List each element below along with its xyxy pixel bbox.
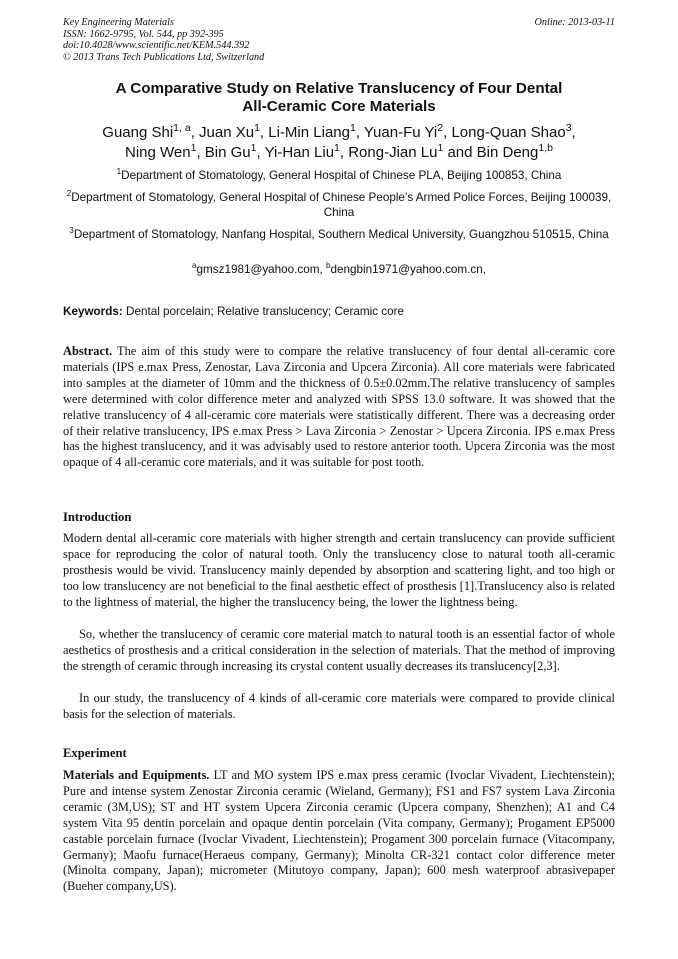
author-affiliation-mark: 1,b <box>538 142 553 154</box>
online-date: Online: 2013-03-11 <box>534 17 615 28</box>
abstract <box>63 344 615 471</box>
keywords-text: Dental porcelain; Relative translucency; Ceramic core <box>122 305 405 318</box>
affiliation-text: Department of Stomatology, General Hospital of Chinese People’s Armed Police Forces, Beijing 100039, China <box>71 191 612 219</box>
author-name: Guang Shi <box>102 124 174 141</box>
author-affiliation-mark: 1 <box>254 122 260 134</box>
introduction-paragraph-1: Modern dental all-ceramic core materials with higher strength and certain translucency can provide sufficient space for reproducing the color of natural tooth. Only the translucency close to natural tooth all-ceramic prosthesis would be vivid. Translucency mainly depended by absorption and scattering light, and too high or too low translucency are not beneficial to the final aesthetic effect of prosthesis [1].Translucency also is related to the lightness of material, the higher the translucency being, the lower the lightness being. <box>63 531 615 609</box>
paper-title <box>63 80 615 116</box>
author-affiliation-mark: 1 <box>190 142 197 154</box>
author-name: , Yuan-Fu Yi <box>355 124 438 141</box>
keywords <box>63 304 615 319</box>
author-name: , Bin Gu <box>196 144 251 161</box>
author-name: , Juan Xu <box>190 124 255 141</box>
affiliation-3 <box>63 227 615 242</box>
journal-name: Key Engineering Materials <box>63 17 174 28</box>
title-line-1: A Comparative Study on Relative Translucency of Four Dental <box>115 80 563 97</box>
introduction-paragraph-2: So, whether the translucency of ceramic core material match to natural tooth is an essential factor of whole aesthetics of prosthesis and a critical consideration in the selection of materials. That the method of improving the strength of ceramic through increasing its crystal content usually decreases its translucency[2,3]. <box>63 627 615 673</box>
materials-label: Materials and Equipments. <box>63 768 210 782</box>
author-name: Ning Wen <box>125 144 191 161</box>
author-line-2 <box>63 143 615 163</box>
author-affiliation-mark: 1, a <box>173 122 191 134</box>
materials-text: LT and MO system IPS e.max press ceramic (Ivoclar Vivadent, Liechtenstein); Pure and intense system Zenostar Zirconia ceramic (Wieland, Germany); FS1 and FS7 system Lava Zirconia ceramic (3M,US); ST and HT system Upcera Zirconia ceramic (Upcera company, Shenzhen); A1 and C4 system Vita 95 dentin porcelain and opaque dentin porcelain (Vita company, Germany); Progament EP5000 castable porcelain furnace (Ivoclar Vivadent, Liechtenstein); Progament 300 porcelain furnace (Vitacompany, Germany); Maofu furnace(Heraeus company, Germany); Minolta CR-321 contact color difference meter (Minolta company, Japan); micrometer (Mitutoyo company, Japan); 600 mesh waterproof abrasivepaper (Bueher company,US). <box>63 768 615 894</box>
email-mark: b <box>325 261 331 271</box>
affiliation-text: Department of Stomatology, Nanfang Hospital, Southern Medical University, Guangzhou 510515, China <box>73 228 609 241</box>
author-name: , Yi-Han Liu <box>256 144 335 161</box>
author-affiliation-mark: 1 <box>334 142 340 154</box>
affiliation-2 <box>63 190 615 220</box>
journal-copyright: © 2013 Trans Tech Publications Ltd, Switzerland <box>63 51 265 63</box>
affiliation-1 <box>63 168 615 183</box>
author-name: , Rong-Jian Lu <box>339 144 438 161</box>
author-list <box>63 123 615 163</box>
introduction-paragraph-3: In our study, the translucency of 4 kinds of all-ceramic core materials were compared to provide clinical basis for the selection of materials. <box>63 691 615 721</box>
email-mark: a <box>191 261 197 271</box>
affiliation-mark: 2 <box>66 189 72 199</box>
abstract-text: The aim of this study were to compare the relative translucency of four dental all-ceramic core materials (IPS e.max Press, Zenostar, Lava Zirconia and Upcera Zirconia). All core materials were fabricated into samples at the diameter of 10mm and the thickness of 0.5±0.02mm.The relative translucency of samples were determined with color difference meter and analyzed with SPSS 13.0 software. It was showed that the relative translucency of 4 all-ceramic core materials were statistically different. There was a decreasing order of their relative translucency, IPS e.max Press > Lava Zirconia > Zenostar > Upcera Zirconia. IPS e.max Press has the highest translucency, and it was advisably used to restore anterior tooth. Upcera Zirconia was the most opaque of 4 all-ceramic core materials, and it was suitable for post tooth. <box>63 344 615 470</box>
affiliation-mark: 3 <box>69 226 74 236</box>
author-affiliation-mark: 3 <box>565 122 572 134</box>
author-affiliation-mark: 2 <box>437 122 444 134</box>
keywords-label: Keywords: <box>63 305 123 318</box>
email-address[interactable]: dengbin1971@yahoo.com.cn, <box>330 263 487 276</box>
author-affiliation-mark: 1 <box>250 142 257 154</box>
author-affiliation-mark: 1 <box>349 122 356 134</box>
journal-issn: ISSN: 1662-9795, Vol. 544, pp 392-395 <box>63 28 224 40</box>
email-address[interactable]: gmsz1981@yahoo.com, <box>196 263 326 276</box>
journal-header <box>63 17 264 63</box>
author-name: , Long-Quan Shao <box>443 124 566 141</box>
affiliation-mark: 1 <box>116 167 122 177</box>
email-line <box>63 262 615 277</box>
author-name: and Bin Deng <box>443 144 539 161</box>
author-affiliation-mark: 1 <box>437 142 444 154</box>
experiment-paragraph <box>63 768 615 895</box>
section-heading-experiment: Experiment <box>63 746 127 760</box>
author-name: , Li-Min Liang <box>259 124 350 141</box>
journal-doi: doi:10.4028/www.scientific.net/KEM.544.392 <box>63 40 250 52</box>
section-heading-introduction: Introduction <box>63 510 132 524</box>
affiliation-text: Department of Stomatology, General Hospital of Chinese PLA, Beijing 100853, China <box>121 169 562 182</box>
title-line-2: All-Ceramic Core Materials <box>242 98 436 115</box>
abstract-label: Abstract. <box>63 344 113 358</box>
author-line-1: Guang Shi$^{1, a}$, Juan Xu$^1$, Li-Min Liang$^1$, Yuan-Fu Yi$^2$, Long-Quan Shao$^3$, <box>102 122 576 141</box>
